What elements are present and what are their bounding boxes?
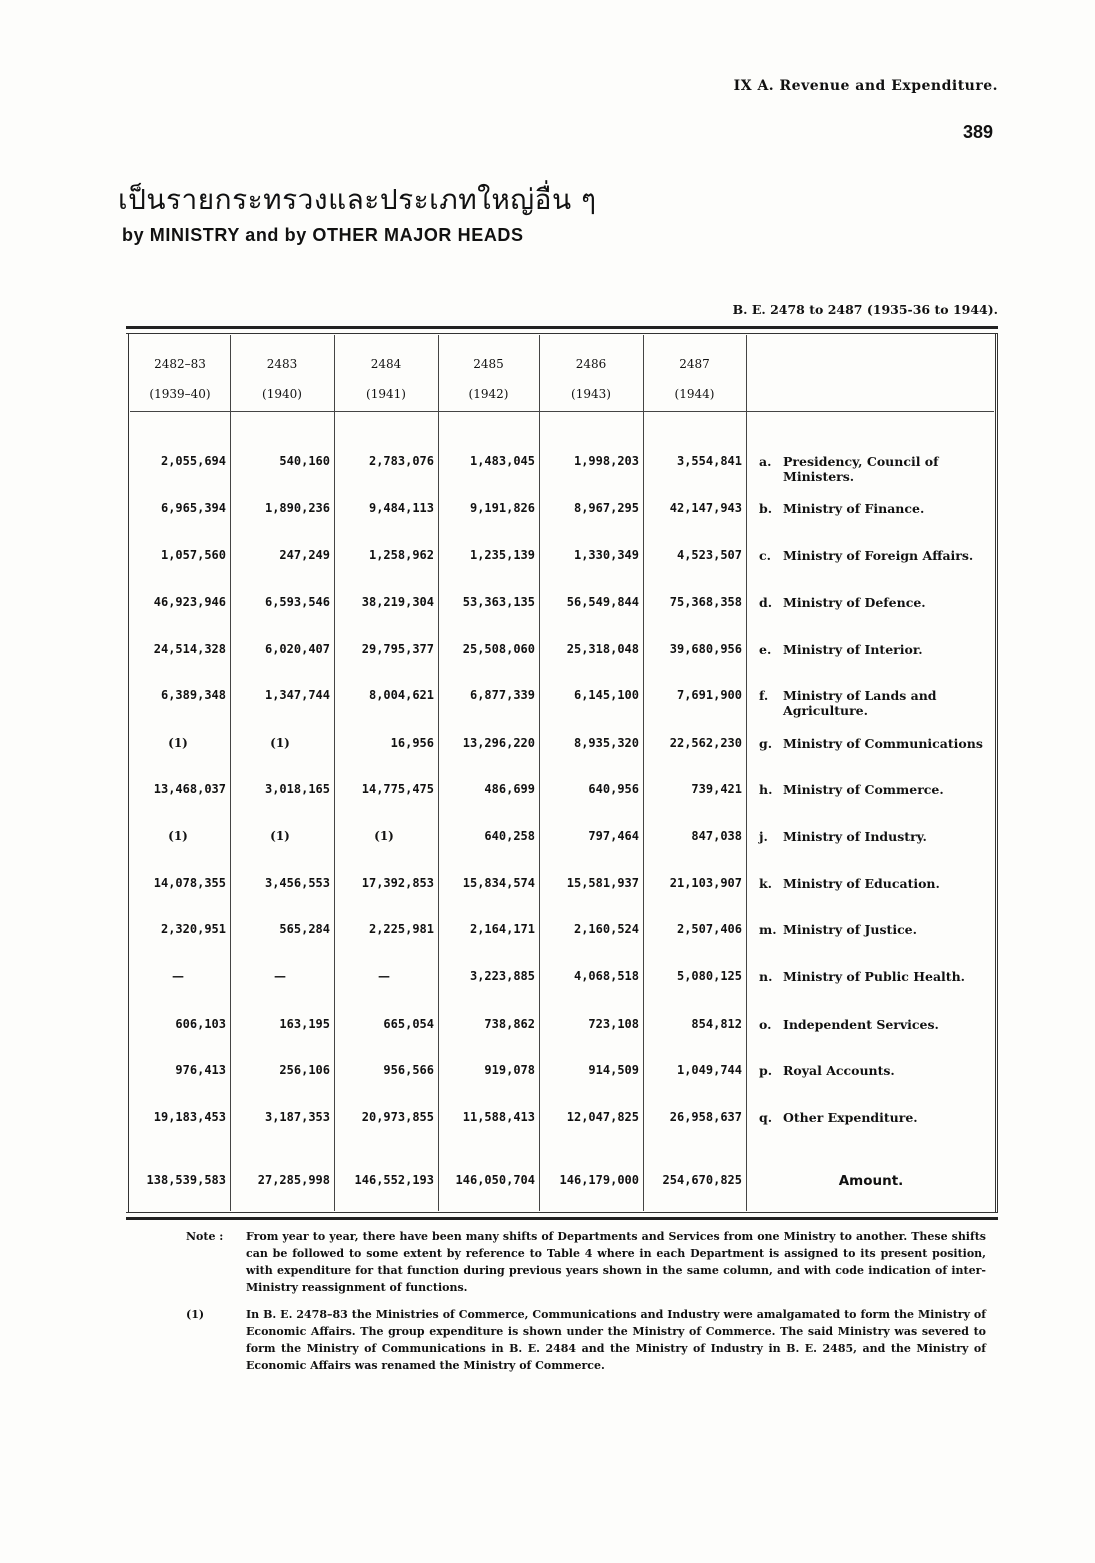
row-label	[759, 688, 999, 718]
note-general	[186, 1228, 986, 1296]
row-label-text: Ministry of Foreign Affairs.	[783, 548, 974, 563]
table-cell: 540,160	[279, 454, 330, 468]
table-cell: 640,956	[588, 782, 639, 796]
column-header-ad: (1941)	[366, 387, 406, 401]
table-cell: 20,973,855	[361, 1110, 434, 1124]
column-header-be: 2483	[266, 357, 298, 371]
table-row	[126, 595, 998, 635]
table-row	[126, 736, 998, 776]
table-cell: 1,049,744	[676, 1063, 742, 1077]
table-cell: 75,368,358	[669, 595, 742, 609]
row-label-text: Ministry of Finance.	[783, 501, 925, 516]
table-cell: (1)	[168, 829, 188, 843]
table-cell: 15,834,574	[462, 876, 535, 890]
total-cell: 27,285,998	[257, 1173, 330, 1187]
column-header-be: 2485	[473, 357, 504, 371]
table-cell: 6,593,546	[264, 595, 330, 609]
table-row	[126, 1063, 998, 1103]
row-label	[759, 876, 999, 891]
table-cell: 3,554,841	[676, 454, 742, 468]
row-label-text: Royal Accounts.	[783, 1063, 895, 1078]
row-code: m.	[759, 922, 777, 937]
table-row	[126, 969, 998, 1009]
total-row	[126, 1173, 998, 1213]
table-cell: 1,483,045	[469, 454, 535, 468]
note-marker: (1)	[186, 1308, 205, 1321]
table-cell: 956,566	[383, 1063, 434, 1077]
english-title: by MINISTRY and by OTHER MAJOR HEADS	[122, 225, 524, 245]
table-cell: 6,020,407	[264, 642, 330, 656]
column-header-be: 2487	[679, 357, 710, 371]
row-code: g.	[759, 736, 773, 751]
row-label-text: Ministry of Industry.	[783, 829, 927, 844]
table-cell: 2,164,171	[469, 922, 535, 936]
table-cell: 797,464	[588, 829, 639, 843]
table-cell: 42,147,943	[669, 501, 742, 515]
table-cell: 256,106	[279, 1063, 330, 1077]
row-label-text: Ministry of Defence.	[783, 595, 926, 610]
table-row	[126, 922, 998, 962]
column-header-ad: (1939–40)	[149, 387, 211, 401]
total-label: Amount.	[838, 1173, 904, 1189]
table-cell: (1)	[168, 736, 188, 750]
row-code: c.	[759, 548, 771, 563]
row-code: d.	[759, 595, 773, 610]
row-label-text: Ministry of Public Health.	[783, 969, 966, 984]
table-cell: 1,998,203	[573, 454, 639, 468]
table-row	[126, 1110, 998, 1150]
table-cell: 56,549,844	[566, 595, 639, 609]
thai-title: เป็นรายกระทรวงและประเภทใหญ่อื่น ๆ	[118, 183, 597, 216]
row-code: f.	[759, 688, 769, 703]
table-cell: 665,054	[383, 1017, 434, 1031]
table-cell: 6,145,100	[573, 688, 639, 702]
column-header-ad: (1944)	[674, 387, 715, 401]
table-cell: 847,038	[691, 829, 742, 843]
table-cell: 1,890,236	[264, 501, 330, 515]
table-cell: 8,967,295	[573, 501, 639, 515]
table-cell: 24,514,328	[153, 642, 226, 656]
table-cell: 3,456,553	[264, 876, 330, 890]
table-cell: 6,389,348	[160, 688, 226, 702]
table-cell: 3,187,353	[264, 1110, 330, 1124]
table-cell: 163,195	[279, 1017, 330, 1031]
column-header-be: 2484	[370, 357, 402, 371]
table-cell: 8,935,320	[573, 736, 639, 750]
note-footnote-1	[186, 1306, 986, 1374]
table-cell: 5,080,125	[676, 969, 742, 983]
table-row	[126, 782, 998, 822]
table-cell: 1,347,744	[264, 688, 330, 702]
note-text: In B. E. 2478–83 the Ministries of Commerce, Communications and Industry were amalgamated to form the Ministry of Economic Affairs. The group expenditure is shown under the Ministry of Commerce. The said Ministry was severed to form the Ministry of Communications in B. E. 2484 and the Ministry of Industry in B. E. 2485, and the Ministry of Economic Affairs was renamed the Ministry of Commerce.	[246, 1308, 986, 1372]
table-cell: 606,103	[175, 1017, 226, 1031]
table-cell: 13,296,220	[462, 736, 535, 750]
table-cell: 247,249	[279, 548, 330, 562]
row-code: h.	[759, 782, 773, 797]
table-cell: 2,507,406	[676, 922, 742, 936]
table-cell: 2,225,981	[368, 922, 434, 936]
table-cell: 21,103,907	[669, 876, 742, 890]
table-cell: 14,078,355	[153, 876, 226, 890]
table-cell: 2,160,524	[573, 922, 639, 936]
row-code: n.	[759, 969, 773, 984]
table-cell: 3,018,165	[264, 782, 330, 796]
table-cell: (1)	[270, 829, 290, 843]
table-cell: 4,068,518	[573, 969, 639, 983]
row-code: q.	[759, 1110, 773, 1125]
column-header-be: 2482–83	[154, 357, 206, 371]
row-code: k.	[759, 876, 773, 891]
expenditure-table	[126, 326, 998, 1220]
column-header	[130, 349, 230, 409]
table-row	[126, 548, 998, 588]
table-cell: 46,923,946	[153, 595, 226, 609]
page-number: 389	[962, 122, 993, 142]
row-label-text: Ministry of Communications	[783, 736, 983, 751]
table-cell: 4,523,507	[676, 548, 742, 562]
row-label	[759, 1063, 999, 1078]
table-cell: 22,562,230	[669, 736, 742, 750]
row-code: e.	[759, 642, 772, 657]
table-top-rule	[126, 333, 998, 334]
row-label	[759, 548, 999, 563]
table-cell: 26,958,637	[669, 1110, 742, 1124]
table-cell: 854,812	[691, 1017, 742, 1031]
table-cell: 16,956	[390, 736, 434, 750]
total-cell: 146,552,193	[354, 1173, 434, 1187]
table-cell: 13,468,037	[153, 782, 226, 796]
column-header	[334, 349, 438, 409]
row-label-text: Independent Services.	[783, 1017, 939, 1032]
row-code: a.	[759, 454, 772, 469]
note-marker: Note :	[186, 1230, 224, 1243]
table-cell: 1,235,139	[469, 548, 535, 562]
total-cell: 146,050,704	[455, 1173, 535, 1187]
row-label-text: Ministry of Lands and Agriculture.	[783, 688, 937, 718]
table-cell: 1,258,962	[368, 548, 434, 562]
column-header	[643, 349, 746, 409]
table-cell: 976,413	[175, 1063, 226, 1077]
row-label	[759, 922, 999, 937]
table-cell: 2,055,694	[160, 454, 226, 468]
column-header-ad: (1940)	[262, 387, 302, 401]
table-cell: (1)	[374, 829, 394, 843]
table-cell: 919,078	[484, 1063, 535, 1077]
table-row	[126, 501, 998, 541]
header-rule	[230, 411, 994, 412]
section-title: IX A. Revenue and Expenditure.	[733, 78, 998, 94]
row-label	[759, 969, 999, 984]
row-label	[759, 782, 999, 797]
total-cell: 138,539,583	[146, 1173, 226, 1187]
table-cell: 914,509	[588, 1063, 639, 1077]
table-cell: 38,219,304	[361, 595, 434, 609]
row-code: p.	[759, 1063, 773, 1078]
column-header	[438, 349, 539, 409]
row-label	[759, 595, 999, 610]
table-cell: —	[378, 969, 390, 983]
header-rule	[130, 411, 230, 412]
table-row	[126, 642, 998, 682]
table-cell: 739,421	[691, 782, 742, 796]
table-cell: 8,004,621	[368, 688, 434, 702]
row-label-text: Ministry of Commerce.	[783, 782, 944, 797]
period-label: B. E. 2478 to 2487 (1935-36 to 1944).	[732, 302, 998, 317]
note-text: From year to year, there have been many shifts of Departments and Services from one Ministry to another. These shifts can be followed to some extent by reference to Table 4 where in each Department is assigned to its present position, with expenditure for that function during previous years shown in the same column, and with code indication of inter-Ministry reassignment of functions.	[246, 1230, 986, 1294]
column-header-ad: (1943)	[571, 387, 611, 401]
table-cell: —	[274, 969, 286, 983]
table-cell: 9,191,826	[469, 501, 535, 515]
table-cell: (1)	[270, 736, 290, 750]
table-row	[126, 876, 998, 916]
table-row	[126, 829, 998, 869]
table-cell: 3,223,885	[469, 969, 535, 983]
table-row	[126, 1017, 998, 1057]
table-cell: 6,965,394	[160, 501, 226, 515]
table-cell: 53,363,135	[462, 595, 535, 609]
row-label	[759, 829, 999, 844]
table-cell: 29,795,377	[361, 642, 434, 656]
table-cell: 1,057,560	[160, 548, 226, 562]
table-cell: 7,691,900	[676, 688, 742, 702]
row-code: j.	[759, 829, 768, 844]
row-label	[759, 454, 999, 484]
row-label-text: Other Expenditure.	[783, 1110, 918, 1125]
column-header-ad: (1942)	[468, 387, 509, 401]
table-cell: 12,047,825	[566, 1110, 639, 1124]
table-cell: 14,775,475	[361, 782, 434, 796]
total-cell: 254,670,825	[662, 1173, 742, 1187]
row-label	[759, 736, 999, 751]
row-label	[759, 501, 999, 516]
table-cell: 25,318,048	[566, 642, 639, 656]
table-cell: 565,284	[279, 922, 330, 936]
table-cell: 2,320,951	[160, 922, 226, 936]
row-label-text: Ministry of Justice.	[783, 922, 917, 937]
row-label-text: Ministry of Education.	[783, 876, 940, 891]
column-header	[230, 349, 334, 409]
row-label-text: Presidency, Council of Ministers.	[783, 454, 939, 484]
row-label	[759, 642, 999, 657]
column-header	[539, 349, 643, 409]
table-cell: —	[172, 969, 184, 983]
row-label	[759, 1110, 999, 1125]
table-cell: 15,581,937	[566, 876, 639, 890]
notes	[186, 1228, 986, 1384]
table-row	[126, 454, 998, 494]
table-cell: 9,484,113	[368, 501, 434, 515]
table-cell: 640,258	[484, 829, 535, 843]
row-label	[759, 1017, 999, 1032]
table-row	[126, 688, 998, 728]
table-cell: 39,680,956	[669, 642, 742, 656]
table-cell: 723,108	[588, 1017, 639, 1031]
table-cell: 17,392,853	[361, 876, 434, 890]
table-cell: 25,508,060	[462, 642, 535, 656]
table-cell: 6,877,339	[469, 688, 535, 702]
total-cell: 146,179,000	[559, 1173, 639, 1187]
table-cell: 738,862	[484, 1017, 535, 1031]
table-cell: 19,183,453	[153, 1110, 226, 1124]
row-label-text: Ministry of Interior.	[783, 642, 923, 657]
row-code: b.	[759, 501, 773, 516]
table-cell: 11,588,413	[462, 1110, 535, 1124]
table-cell: 486,699	[484, 782, 535, 796]
column-header-be: 2486	[575, 357, 607, 371]
table-cell: 1,330,349	[573, 548, 639, 562]
table-cell: 2,783,076	[368, 454, 434, 468]
row-code: o.	[759, 1017, 772, 1032]
